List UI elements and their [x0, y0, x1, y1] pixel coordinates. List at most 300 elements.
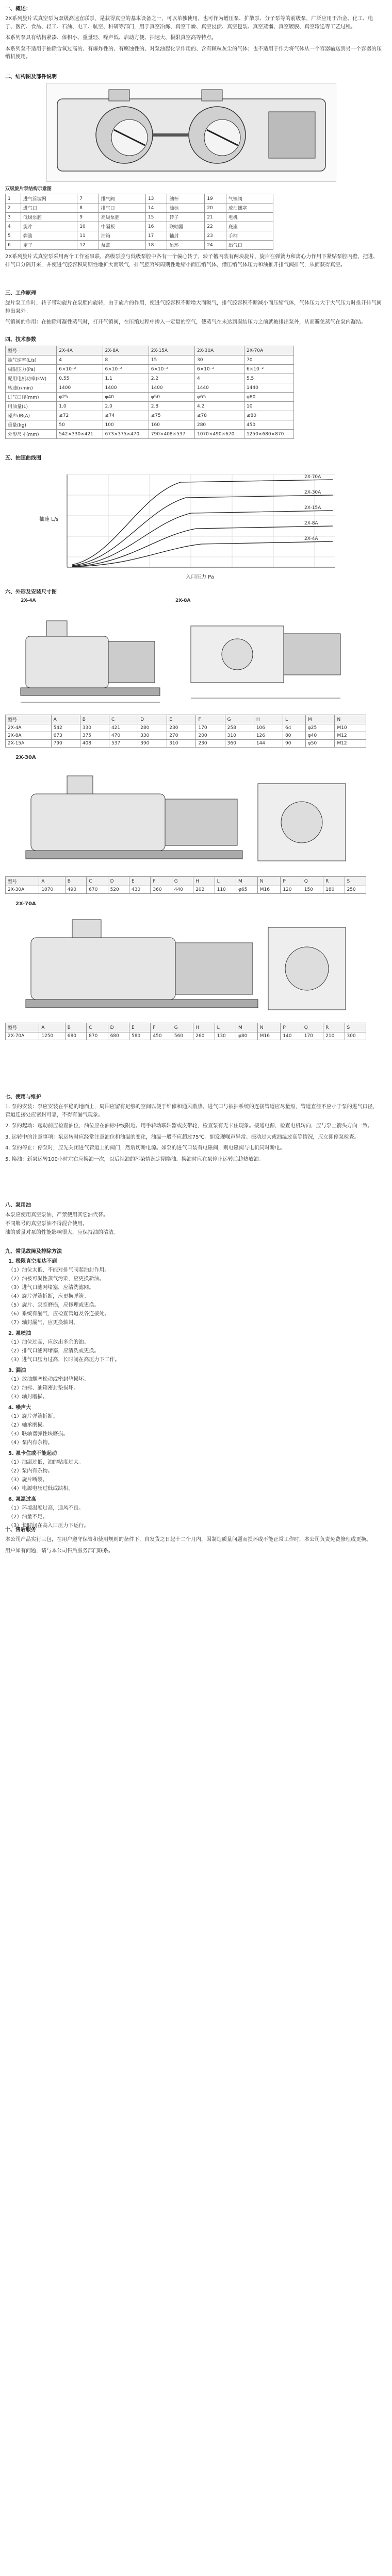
- structure-paragraph: 2X系列旋片式真空泵采用两个工作室串联，高级泵腔与低级泵腔中各有一个偏心转子，转子槽内装有两块旋片，旋片在弹簧力和离心力作用下紧贴泵腔内壁，把进、排气口分隔开来，并使进气腔容积周期性地扩大而吸气，排气腔容积周期性地缩小而压缩气体，借压缩气体压力和油推开排气阀排气，从而获得真空。: [5, 254, 379, 268]
- table-header-cell: 2X-15A: [149, 346, 194, 355]
- service-section: [5, 1525, 382, 1558]
- table-cell: ≤74: [103, 411, 149, 420]
- table-cell: 150: [302, 886, 323, 894]
- fault-item: （2）轴承磨损。: [8, 1422, 48, 1428]
- table-cell: 高级泵腔: [99, 213, 145, 222]
- table-cell: ≤78: [194, 411, 244, 420]
- table-cell: 放油螺塞: [226, 204, 273, 213]
- table-cell: 4: [194, 374, 244, 383]
- dimension-model-label-3: 2X-70A: [15, 901, 36, 907]
- table-cell: 气镇阀: [226, 194, 273, 204]
- table-cell: 24: [205, 241, 226, 250]
- table-cell: 15: [145, 213, 167, 222]
- faults-section: [5, 1247, 382, 1531]
- table-header-cell: N: [257, 1023, 281, 1032]
- table-cell: 106: [254, 724, 283, 732]
- table-row: [6, 732, 366, 740]
- table-cell: 噪声dB(A): [6, 411, 57, 420]
- table-cell: 中隔板: [99, 222, 145, 231]
- table-cell: 440: [172, 886, 193, 894]
- curve-series-label-3: 2X-15A: [304, 505, 321, 511]
- table-header-cell: D: [138, 715, 167, 724]
- table-header-cell: E: [129, 877, 150, 886]
- fault-group-title: 1. 极限真空度达不到: [8, 1259, 57, 1264]
- table-cell: 680: [65, 1032, 86, 1040]
- overview-paragraph-3: 本系列泵不适用于抽除含氧过高的、有爆炸性的、有腐蚀性的、对泵油起化学作用的、含有颗粒灰尘的气体；也不适用于作为将气体从一个容器输送到另一个容器的压缩机使用。: [5, 46, 382, 60]
- dimension-figure-1: [5, 598, 366, 711]
- principle-heading: 三、工作原理: [5, 291, 36, 296]
- dimension-model-sub-1: 2X-8A: [175, 598, 191, 603]
- table-header-cell: D: [108, 877, 129, 886]
- table-cell: 110: [215, 886, 236, 894]
- table-cell: 250: [345, 886, 366, 894]
- table-cell: 2.0: [103, 402, 149, 411]
- fault-item: （2）油被可凝性蒸气污染，应更换新油。: [8, 1276, 105, 1282]
- table-row: [6, 740, 366, 748]
- table-row: [6, 383, 294, 393]
- table-cell: 20: [205, 204, 226, 213]
- table-header-cell: D: [108, 1023, 129, 1032]
- curve-series-label-4: 2X-8A: [304, 521, 318, 526]
- table-row: [6, 886, 366, 894]
- table-cell: 低级泵腔: [21, 213, 77, 222]
- table-cell: 6×10⁻²: [194, 365, 244, 374]
- table-cell: 310: [225, 732, 254, 740]
- table-header-cell: B: [65, 1023, 86, 1032]
- curve-line-1: [72, 480, 333, 565]
- table-header-cell: H: [254, 715, 283, 724]
- table-row: [6, 374, 294, 383]
- table-cell: 抽气速率(L/s): [6, 355, 57, 365]
- table-cell: 6×10⁻²: [57, 365, 103, 374]
- table-header-cell: R: [323, 877, 345, 886]
- faults-list: [5, 1258, 382, 1530]
- fault-group-title: 6. 泵温过高: [8, 1497, 37, 1502]
- table-row: [6, 724, 366, 732]
- table-cell: 280: [138, 724, 167, 732]
- table-cell: 6×10⁻²: [244, 365, 293, 374]
- table-cell: 330: [138, 732, 167, 740]
- table-cell: 8: [103, 355, 149, 365]
- table-cell: 580: [129, 1032, 150, 1040]
- oil-heading: 八、泵用油: [5, 1202, 31, 1208]
- fault-item: （7）轴封漏气，应更换轴封。: [8, 1320, 79, 1326]
- parts-table: [5, 194, 273, 250]
- table-cell: 12: [77, 241, 99, 250]
- table-cell: 537: [109, 740, 138, 748]
- oil-section: [5, 1200, 382, 1238]
- table-cell: 673×375×470: [103, 430, 149, 439]
- table-cell: 1.0: [57, 402, 103, 411]
- table-header-cell: R: [323, 1023, 345, 1032]
- table-row: [6, 231, 273, 241]
- table-cell: 202: [193, 886, 215, 894]
- table-header-cell: L: [215, 1023, 236, 1032]
- table-row: [6, 1032, 366, 1040]
- table-row: [6, 204, 273, 213]
- table-cell: 油杯: [167, 194, 205, 204]
- principle-section: [5, 289, 382, 330]
- table-cell: 15: [149, 355, 194, 365]
- table-cell: ≤75: [149, 411, 194, 420]
- table-cell: 542: [51, 724, 80, 732]
- table-cell: 170: [196, 724, 225, 732]
- fault-item: （3）进气口滤网堵塞，应清洗滤网。: [8, 1285, 94, 1291]
- table-cell: 280: [194, 420, 244, 430]
- table-cell: M12: [335, 732, 366, 740]
- table-cell: 转子: [167, 213, 205, 222]
- table-cell: 6: [6, 241, 21, 250]
- table-cell: 4.2: [194, 402, 244, 411]
- overview-section: [5, 4, 382, 64]
- table-header-cell: N: [257, 877, 281, 886]
- table-cell: φ80: [244, 393, 293, 402]
- curve-line-2: [72, 495, 333, 566]
- fault-item: （6）系统有漏气，应检查管道及各连接处。: [8, 1311, 110, 1317]
- table-cell: 140: [281, 1032, 302, 1040]
- fault-item: （2）排气口滤网堵塞，应清洗或更换。: [8, 1348, 100, 1354]
- table-header-cell: G: [225, 715, 254, 724]
- table-row: [6, 194, 273, 204]
- table-cell: 30: [194, 355, 244, 365]
- table-header-cell: G: [172, 877, 193, 886]
- table-cell: 126: [254, 732, 283, 740]
- table-header-cell: 型号: [6, 877, 39, 886]
- table-header-cell: 2X-8A: [103, 346, 149, 355]
- table-cell: 19: [205, 194, 226, 204]
- overview-paragraph-2: 本系列泵具有结构紧凑、体积小、重量轻、噪声低、启动方便、抽速大、极限真空高等特点。: [5, 35, 217, 41]
- table-cell: 转速(r/min): [6, 383, 57, 393]
- table-header-cell: 型号: [6, 1023, 39, 1032]
- pump-drawing-3: [15, 909, 356, 1018]
- table-header-cell: P: [281, 1023, 302, 1032]
- table-header-cell: P: [281, 877, 302, 886]
- table-cell: 油标: [167, 204, 205, 213]
- table-header-cell: A: [39, 1023, 65, 1032]
- table-row: [6, 411, 294, 420]
- fault-item: （1）环境温度过高，通风不良。: [8, 1505, 84, 1511]
- table-cell: 6×10⁻²: [103, 365, 149, 374]
- table-header-cell: E: [167, 715, 196, 724]
- table-cell: ≤80: [244, 411, 293, 420]
- table-header-cell: 2X-30A: [194, 346, 244, 355]
- table-cell: 790×408×537: [149, 430, 194, 439]
- table-cell: 17: [145, 231, 167, 241]
- curve-series-label-1: 2X-70A: [304, 474, 321, 480]
- table-cell: 2.2: [149, 374, 194, 383]
- table-header-cell: G: [172, 1023, 193, 1032]
- curve-line-5: [72, 541, 333, 567]
- table-header-cell: M: [305, 715, 335, 724]
- table-row: [6, 393, 294, 402]
- table-cell: 790: [51, 740, 80, 748]
- table-header-cell: C: [87, 877, 108, 886]
- spec-heading: 四、技术参数: [5, 337, 36, 343]
- fault-group-title: 4. 噪声大: [8, 1405, 31, 1411]
- fault-item: （5）旋片、泵腔磨损，应修理或更换。: [8, 1302, 100, 1308]
- table-cell: 定子: [21, 241, 77, 250]
- table-cell: 375: [80, 732, 109, 740]
- dimension-model-label-2: 2X-30A: [15, 755, 36, 760]
- table-cell: 230: [196, 740, 225, 748]
- table-cell: 450: [151, 1032, 172, 1040]
- usage-heading: 七、使用与维护: [5, 1094, 41, 1100]
- faults-heading: 九、常见故障及排除方法: [5, 1249, 62, 1255]
- table-cell: 2X-8A: [6, 732, 52, 740]
- table-cell: 180: [323, 886, 345, 894]
- table-header-cell: H: [193, 1023, 215, 1032]
- table-row: [6, 355, 294, 365]
- table-cell: 用油量(L): [6, 402, 57, 411]
- pump-side-view-1: [15, 605, 170, 708]
- table-cell: 极限压力(Pa): [6, 365, 57, 374]
- table-header-cell: M: [236, 877, 258, 886]
- table-cell: 520: [108, 886, 129, 894]
- table-cell: 2: [6, 204, 21, 213]
- fault-item: （1）油位太低，不能对排气阀起油封作用。: [8, 1267, 110, 1273]
- table-cell: 电机: [226, 213, 273, 222]
- table-cell: 18: [145, 241, 167, 250]
- table-cell: 408: [80, 740, 109, 748]
- overview-paragraph-1: 2X系列旋片式真空泵为双级高速直联泵，是获得真空的基本设备之一，可以单独使用，也可作为增压泵、扩散泵、分子泵等的前级泵，广泛应用于冶金、化工、电子、医药、食品、轻工、石油、电工、航空、科研等部门，用于真空冶炼、真空干燥、真空浸渍、真空包装、真空蒸馏、真空镀膜、真空输送等工艺过程。: [5, 16, 373, 30]
- table-cell: 230: [167, 724, 196, 732]
- table-header-cell: 型号: [6, 346, 57, 355]
- table-header-cell: Q: [302, 1023, 323, 1032]
- table-cell: 5: [6, 231, 21, 241]
- curve-series-label-2: 2X-30A: [304, 490, 321, 495]
- table-cell: φ65: [236, 886, 258, 894]
- table-cell: 1440: [244, 383, 293, 393]
- table-cell: 22: [205, 222, 226, 231]
- oil-line-3: 油的质量对泵的性能影响很大，应保持油的清洁。: [5, 1230, 119, 1235]
- table-cell: φ80: [236, 1032, 258, 1040]
- table-cell: 重量(kg): [6, 420, 57, 430]
- curve-line-3: [72, 511, 333, 566]
- table-header-cell: 2X-4A: [57, 346, 103, 355]
- table-cell: 9: [77, 213, 99, 222]
- fault-item: （4）旋片弹簧折断，应更换弹簧。: [8, 1294, 89, 1299]
- table-cell: 1: [6, 194, 21, 204]
- curve-xlabel: 入口压力 Pa: [186, 574, 214, 580]
- fault-item: （2）油标、油箱密封垫损坏。: [8, 1385, 79, 1391]
- table-cell: 270: [167, 732, 196, 740]
- table-cell: M12: [335, 740, 366, 748]
- table-header-cell: C: [109, 715, 138, 724]
- table-cell: 360: [225, 740, 254, 748]
- table-cell: 4: [57, 355, 103, 365]
- fault-group-title: 5. 泵卡住或不能起动: [8, 1451, 57, 1456]
- dimension-heading: 六、外形及安装尺寸图: [5, 589, 57, 595]
- table-header-cell: Q: [302, 877, 323, 886]
- curve-ylabel: 抽速 L/s: [39, 517, 59, 522]
- table-cell: 7: [77, 194, 99, 204]
- table-cell: 1.1: [103, 374, 149, 383]
- table-cell: 330: [80, 724, 109, 732]
- table-header-cell: C: [87, 1023, 108, 1032]
- principle-paragraph-2: 气镇阀的作用：在抽除可凝性蒸气时，打开气镇阀，在压缩过程中掺入一定量的空气，使蒸气在未达到凝结压力之前就被排出泵外，从而避免蒸气在泵内凝结。: [5, 319, 366, 325]
- fault-group-title: 3. 漏油: [8, 1368, 26, 1374]
- service-paragraph-1: 本公司产品实行三包，在用户遵守保管和使用规则的条件下，自发货之日起十二个月内，因制造质量问题而损坏或不能正常工作时，本公司负责免费修理或更换。: [5, 1537, 371, 1543]
- fault-item: （3）联轴器弹性块磨损。: [8, 1431, 69, 1437]
- spec-table: [5, 346, 294, 439]
- speed-curve-chart: [36, 464, 346, 583]
- table-header-cell: E: [129, 1023, 150, 1032]
- usage-paragraph-1: 1. 泵的安装：泵应安装在平稳的地面上，周围应留有足够的空间以便于维修和通风散热。进气口与被抽系统的连接管道应尽量短，管道直径不应小于泵的进气口径，管道连接处应密封可靠，不得有漏气现象。: [5, 1104, 378, 1118]
- table-header-cell: S: [345, 877, 366, 886]
- table-cell: M16: [257, 886, 281, 894]
- table-cell: 吊环: [167, 241, 205, 250]
- table-cell: 1400: [149, 383, 194, 393]
- table-header-cell: 型号: [6, 715, 52, 724]
- table-cell: 2X-4A: [6, 724, 52, 732]
- structure-section: [5, 72, 382, 272]
- table-cell: φ50: [149, 393, 194, 402]
- table-cell: 4: [6, 222, 21, 231]
- table-cell: 258: [225, 724, 254, 732]
- table-cell: 70: [244, 355, 293, 365]
- oil-line-2: 不同牌号的真空泵油不得混合使用。: [5, 1221, 88, 1227]
- table-cell: 1400: [103, 383, 149, 393]
- table-row: [6, 222, 273, 231]
- table-cell: 100: [103, 420, 149, 430]
- table-cell: 14: [145, 204, 167, 213]
- table-cell: 外形尺寸(mm): [6, 430, 57, 439]
- table-cell: 排气口: [99, 204, 145, 213]
- table-cell: 1070: [39, 886, 65, 894]
- table-row: [6, 402, 294, 411]
- table-cell: 6×10⁻²: [149, 365, 194, 374]
- table-cell: 13: [145, 194, 167, 204]
- usage-paragraph-5: 5. 换油：新泵运转100小时左右应换油一次，以后视油的污染情况定期换油。换油时应在泵停止运转后趁热放油。: [5, 1156, 264, 1162]
- table-cell: 170: [302, 1032, 323, 1040]
- table-header-cell: B: [65, 877, 86, 886]
- table-cell: 手柄: [226, 231, 273, 241]
- table-cell: φ50: [305, 740, 335, 748]
- table-cell: 64: [283, 724, 305, 732]
- table-cell: 10: [244, 402, 293, 411]
- table-header-cell: L: [215, 877, 236, 886]
- table-cell: M16: [257, 1032, 281, 1040]
- fault-item: （2）油量不足。: [8, 1514, 48, 1520]
- table-cell: 560: [172, 1032, 193, 1040]
- table-header-cell: B: [80, 715, 109, 724]
- table-row: [6, 365, 294, 374]
- fault-item: （2）泵内有杂物。: [8, 1468, 53, 1474]
- fault-item: （3）长时间在高入口压力下运行。: [8, 1523, 89, 1529]
- structure-heading: 二、结构图及部件说明: [5, 74, 57, 80]
- fault-item: （1）油温过低，油的粘度过大。: [8, 1460, 84, 1465]
- table-cell: 680: [108, 1032, 129, 1040]
- table-header-cell: F: [151, 1023, 172, 1032]
- fault-item: （1）油位过高，应放出多余的油。: [8, 1340, 89, 1345]
- dimension-figure-3: [5, 901, 366, 1020]
- service-paragraph-2: 用户如有问题，请与本公司售后服务部门联系。: [5, 1548, 113, 1554]
- table-cell: 160: [149, 420, 194, 430]
- principle-paragraph-1: 旋片泵工作时，转子带动旋片在泵腔内旋转，由于旋片的作用，使进气腔容积不断增大而吸气，排气腔容积不断减小而压缩气体，气体压力大于大气压力时推开排气阀排出泵外。: [5, 300, 382, 314]
- table-cell: 670: [87, 886, 108, 894]
- speed-curve-figure: [36, 464, 346, 583]
- table-cell: 470: [109, 732, 138, 740]
- table-cell: 90: [283, 740, 305, 748]
- table-cell: 80: [283, 732, 305, 740]
- pump-structure-figure: [46, 83, 336, 182]
- table-cell: 210: [323, 1032, 345, 1040]
- table-cell: 11: [77, 231, 99, 241]
- table-cell: φ25: [57, 393, 103, 402]
- table-row: [6, 213, 273, 222]
- table-cell: M10: [335, 724, 366, 732]
- table-cell: 3: [6, 213, 21, 222]
- fault-item: （1）旋片弹簧折断。: [8, 1414, 58, 1419]
- table-row: [6, 241, 273, 250]
- table-cell: 10: [77, 222, 99, 231]
- table-row: [6, 420, 294, 430]
- pump-top-view-1: [181, 605, 356, 708]
- table-cell: 2X-30A: [6, 886, 39, 894]
- table-header-cell: N: [335, 715, 366, 724]
- table-cell: 出气口: [226, 241, 273, 250]
- fault-group-title: 2. 泵喷油: [8, 1331, 31, 1336]
- fault-item: （1）放油螺塞松动或密封垫损坏。: [8, 1377, 89, 1382]
- table-cell: 5.5: [244, 374, 293, 383]
- fault-item: （3）轴封磨损。: [8, 1394, 48, 1400]
- fault-item: （3）进气口压力过高，长时间在高压力下工作。: [8, 1357, 120, 1363]
- table-cell: 2X-70A: [6, 1032, 39, 1040]
- fault-item: （4）泵内有杂物。: [8, 1440, 53, 1446]
- table-cell: 弹簧: [21, 231, 77, 241]
- table-header-cell: H: [193, 877, 215, 886]
- table-cell: 450: [244, 420, 293, 430]
- dimension-figure-2: [5, 755, 366, 873]
- table-header-cell: S: [345, 1023, 366, 1032]
- table-cell: 1070×490×670: [194, 430, 244, 439]
- usage-paragraph-2: 2. 泵的起动：起动前应检查油位，油位应在油标中线附近。用手转动联轴器或皮带轮，检查泵有无卡住现象。接通电源，检查电机转向，应与泵上箭头方向一致。: [5, 1123, 373, 1129]
- usage-paragraph-4: 4. 泵的停止：停泵时，应先关闭进气管道上的阀门，然后切断电源。如泵的进气口装有电磁阀，则电磁阀与电机同时断电。: [5, 1145, 285, 1151]
- dimension-table-2: [5, 876, 366, 894]
- table-cell: 油箱: [99, 231, 145, 241]
- table-cell: 1250: [39, 1032, 65, 1040]
- table-cell: 配用电机功率(kW): [6, 374, 57, 383]
- table-cell: 0.55: [57, 374, 103, 383]
- dimension-model-label-1: 2X-4A: [21, 598, 36, 603]
- curve-section: [5, 453, 382, 583]
- table-cell: 8: [77, 204, 99, 213]
- table-cell: φ40: [103, 393, 149, 402]
- table-cell: 120: [281, 886, 302, 894]
- table-cell: 泵盖: [99, 241, 145, 250]
- table-cell: 144: [254, 740, 283, 748]
- table-cell: 260: [193, 1032, 215, 1040]
- table-cell: 1400: [57, 383, 103, 393]
- dimension-section: [5, 587, 382, 1040]
- table-cell: 1250×680×870: [244, 430, 293, 439]
- table-cell: 进气口径(mm): [6, 393, 57, 402]
- table-cell: 490: [65, 886, 86, 894]
- table-cell: 轴封: [167, 231, 205, 241]
- curve-series-label-5: 2X-4A: [304, 536, 318, 541]
- table-cell: 673: [51, 732, 80, 740]
- table-cell: 130: [215, 1032, 236, 1040]
- usage-paragraph-3: 3. 运转中的注意事项：泵运转时应经常注意油位和油温的变化，油温一般不应超过75℃。如发现噪声异常、振动过大或油温过高等情况，应立即停泵检查。: [5, 1134, 360, 1140]
- table-cell: 542×330×421: [57, 430, 103, 439]
- spec-section: [5, 335, 382, 439]
- overview-heading: 一、概述：: [5, 6, 31, 12]
- fault-item: （3）旋片断裂。: [8, 1477, 48, 1483]
- oil-line-1: 本泵应使用真空泵油，严禁使用其它油代替。: [5, 1212, 108, 1218]
- service-heading: 十、售后服务: [5, 1527, 36, 1533]
- table-cell: 进气管滤网: [21, 194, 77, 204]
- curve-grid: [67, 474, 335, 567]
